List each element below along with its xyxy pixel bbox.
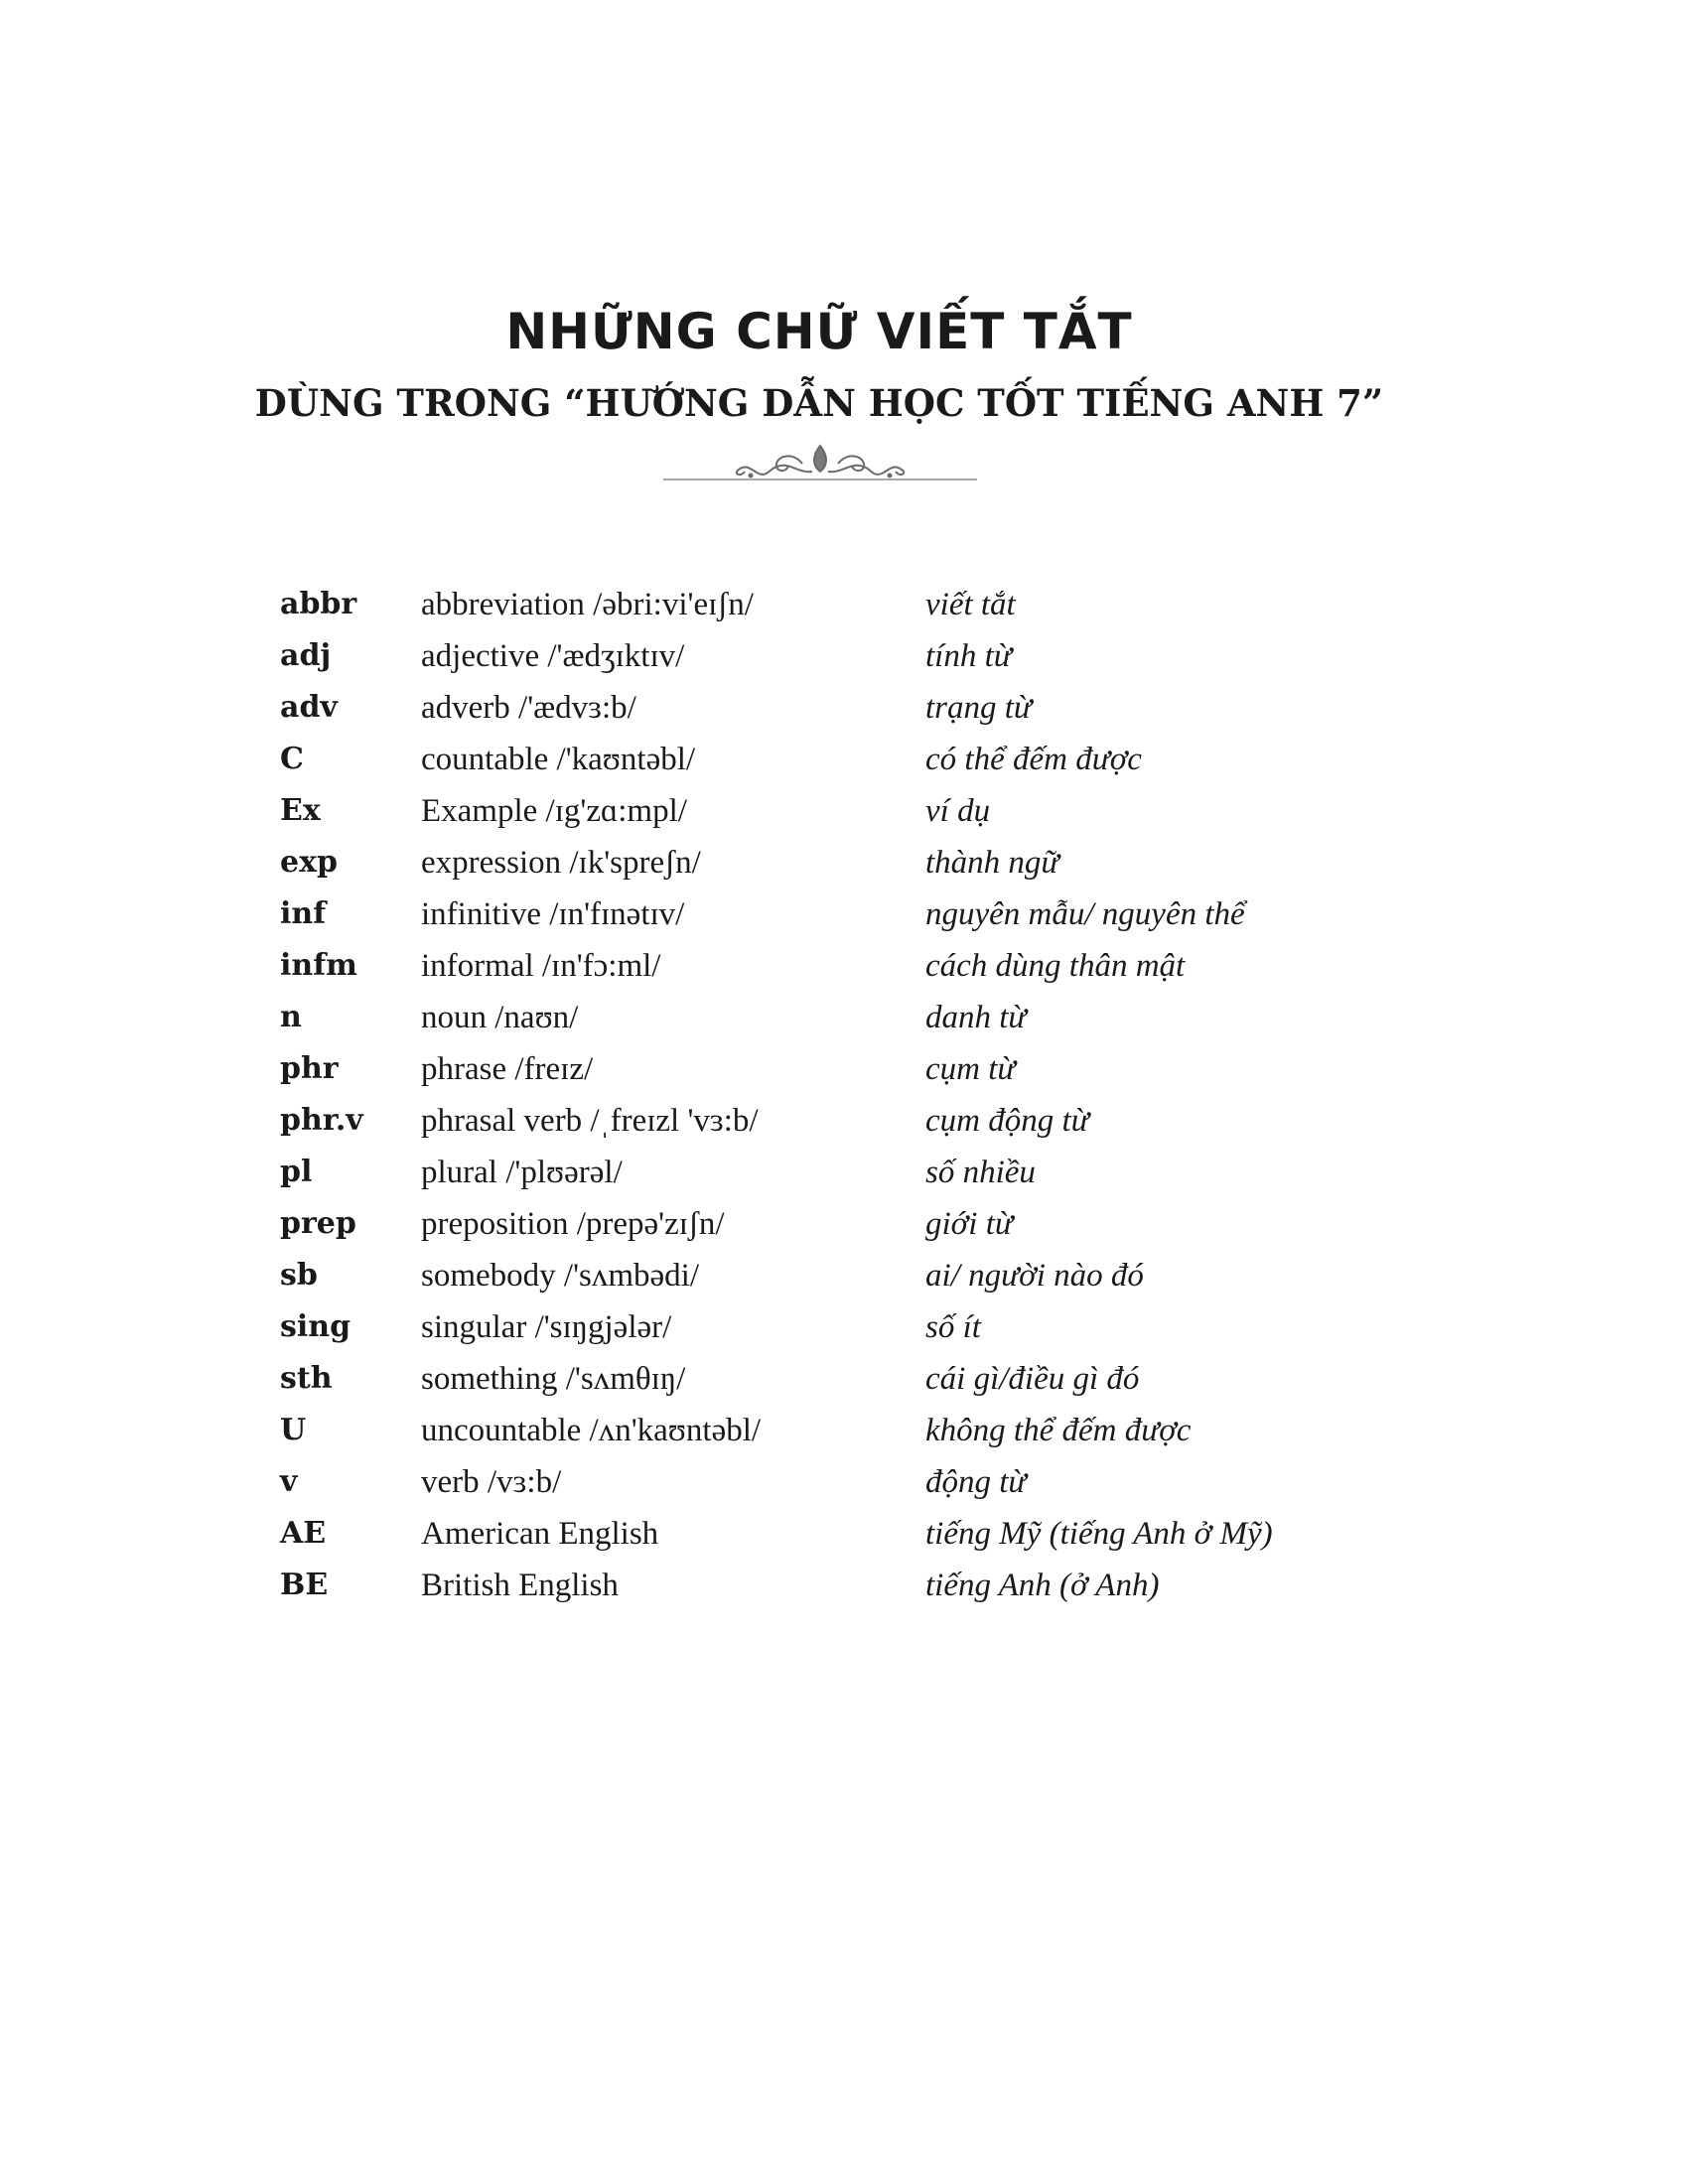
vietnamese-meaning: ví dụ [925,793,991,829]
english-meaning: phrase /freɪz/ [421,1051,594,1087]
vietnamese-meaning: danh từ [925,1000,1027,1035]
vietnamese-meaning: tính từ [925,638,1012,674]
abbreviation-term: inf [280,896,327,931]
english-meaning: American English [421,1516,659,1552]
list-item [280,1250,1402,1301]
vietnamese-meaning: cái gì/điều gì đó [925,1361,1140,1397]
list-item [280,1043,1402,1095]
vietnamese-meaning: số nhiều [925,1155,1036,1190]
list-item [280,1198,1402,1250]
english-meaning: adjective /'ædʒɪktɪv/ [421,638,685,674]
abbreviation-term: v [280,1464,298,1499]
abbreviation-term: prep [280,1206,356,1241]
vietnamese-meaning: không thể đếm được [925,1413,1192,1448]
abbreviation-term: infm [280,948,357,983]
list-item [280,734,1402,785]
vietnamese-meaning: động từ [925,1464,1027,1500]
list-item [280,682,1402,734]
list-item [280,888,1402,940]
abbreviation-term: C [280,742,304,776]
list-item [280,1560,1402,1611]
list-item [280,1353,1402,1405]
vietnamese-meaning: số ít [925,1309,981,1345]
abbreviation-term: AE [280,1516,327,1551]
english-meaning: singular /'sɪŋgjələr/ [421,1309,672,1345]
flourish-divider-icon [663,442,977,486]
english-meaning: British English [421,1568,619,1603]
list-item [280,940,1402,992]
english-meaning: Example /ɪg'zɑ:mpl/ [421,793,687,829]
list-item [280,992,1402,1043]
vietnamese-meaning: có thể đếm được [925,742,1142,777]
vietnamese-meaning: tiếng Anh (ở Anh) [925,1568,1160,1603]
list-item [280,785,1402,837]
abbreviation-term: U [280,1413,307,1447]
abbreviation-term: phr.v [280,1103,363,1138]
english-meaning: informal /ɪn'fɔ:ml/ [421,948,661,984]
list-item [280,1508,1402,1560]
list-item [280,1147,1402,1198]
list-item [280,1456,1402,1508]
vietnamese-meaning: giới từ [925,1206,1013,1242]
abbreviation-term: sb [280,1258,318,1293]
vietnamese-meaning: cụm động từ [925,1103,1089,1139]
abbreviation-term: exp [280,845,338,880]
abbreviation-list [280,579,1402,1611]
english-meaning: preposition /prepə'zɪʃn/ [421,1206,725,1242]
list-item [280,1301,1402,1353]
abbreviation-term: phr [280,1051,339,1086]
list-item [280,837,1402,888]
english-meaning: countable /'kaʊntəbl/ [421,742,696,777]
abbreviation-term: sth [280,1361,333,1396]
english-meaning: infinitive /ɪn'fɪnətɪv/ [421,896,685,932]
list-item [280,630,1402,682]
english-meaning: phrasal verb /ˌfreɪzl 'vɜ:b/ [421,1103,759,1139]
page-title: NHỮNG CHỮ VIẾT TẮT [505,303,1133,360]
abbreviation-term: Ex [280,793,321,828]
abbreviation-term: sing [280,1309,352,1344]
list-item [280,579,1402,630]
vietnamese-meaning: cách dùng thân mật [925,948,1186,984]
page-subtitle: DÙNG TRONG “HƯỚNG DẪN HỌC TỐT TIẾNG ANH 7” [254,381,1384,425]
english-meaning: adverb /'ædvɜ:b/ [421,690,636,726]
abbreviation-term: BE [280,1568,329,1602]
vietnamese-meaning: trạng từ [925,690,1032,726]
vietnamese-meaning: cụm từ [925,1051,1016,1087]
english-meaning: verb /vɜ:b/ [421,1464,562,1500]
english-meaning: expression /ɪk'spreʃn/ [421,845,701,881]
list-item [280,1405,1402,1456]
abbreviation-term: abbr [280,587,357,621]
list-item [280,1095,1402,1147]
vietnamese-meaning: viết tắt [925,587,1016,622]
abbreviation-term: adj [280,638,332,673]
vietnamese-meaning: nguyên mẫu/ nguyên thể [925,896,1245,932]
vietnamese-meaning: thành ngữ [925,845,1059,881]
english-meaning: noun /naʊn/ [421,1000,579,1035]
abbreviation-term: adv [280,690,338,725]
vietnamese-meaning: ai/ người nào đó [925,1258,1144,1294]
english-meaning: plural /'plʊərəl/ [421,1155,623,1190]
english-meaning: somebody /'sʌmbədi/ [421,1258,700,1294]
english-meaning: abbreviation /əbri:vi'eɪʃn/ [421,587,754,622]
vietnamese-meaning: tiếng Mỹ (tiếng Anh ở Mỹ) [925,1516,1273,1552]
abbreviation-term: n [280,1000,302,1034]
english-meaning: uncountable /ʌn'kaʊntəbl/ [421,1413,762,1448]
english-meaning: something /'sʌmθɪŋ/ [421,1361,686,1397]
abbreviation-term: pl [280,1155,313,1189]
